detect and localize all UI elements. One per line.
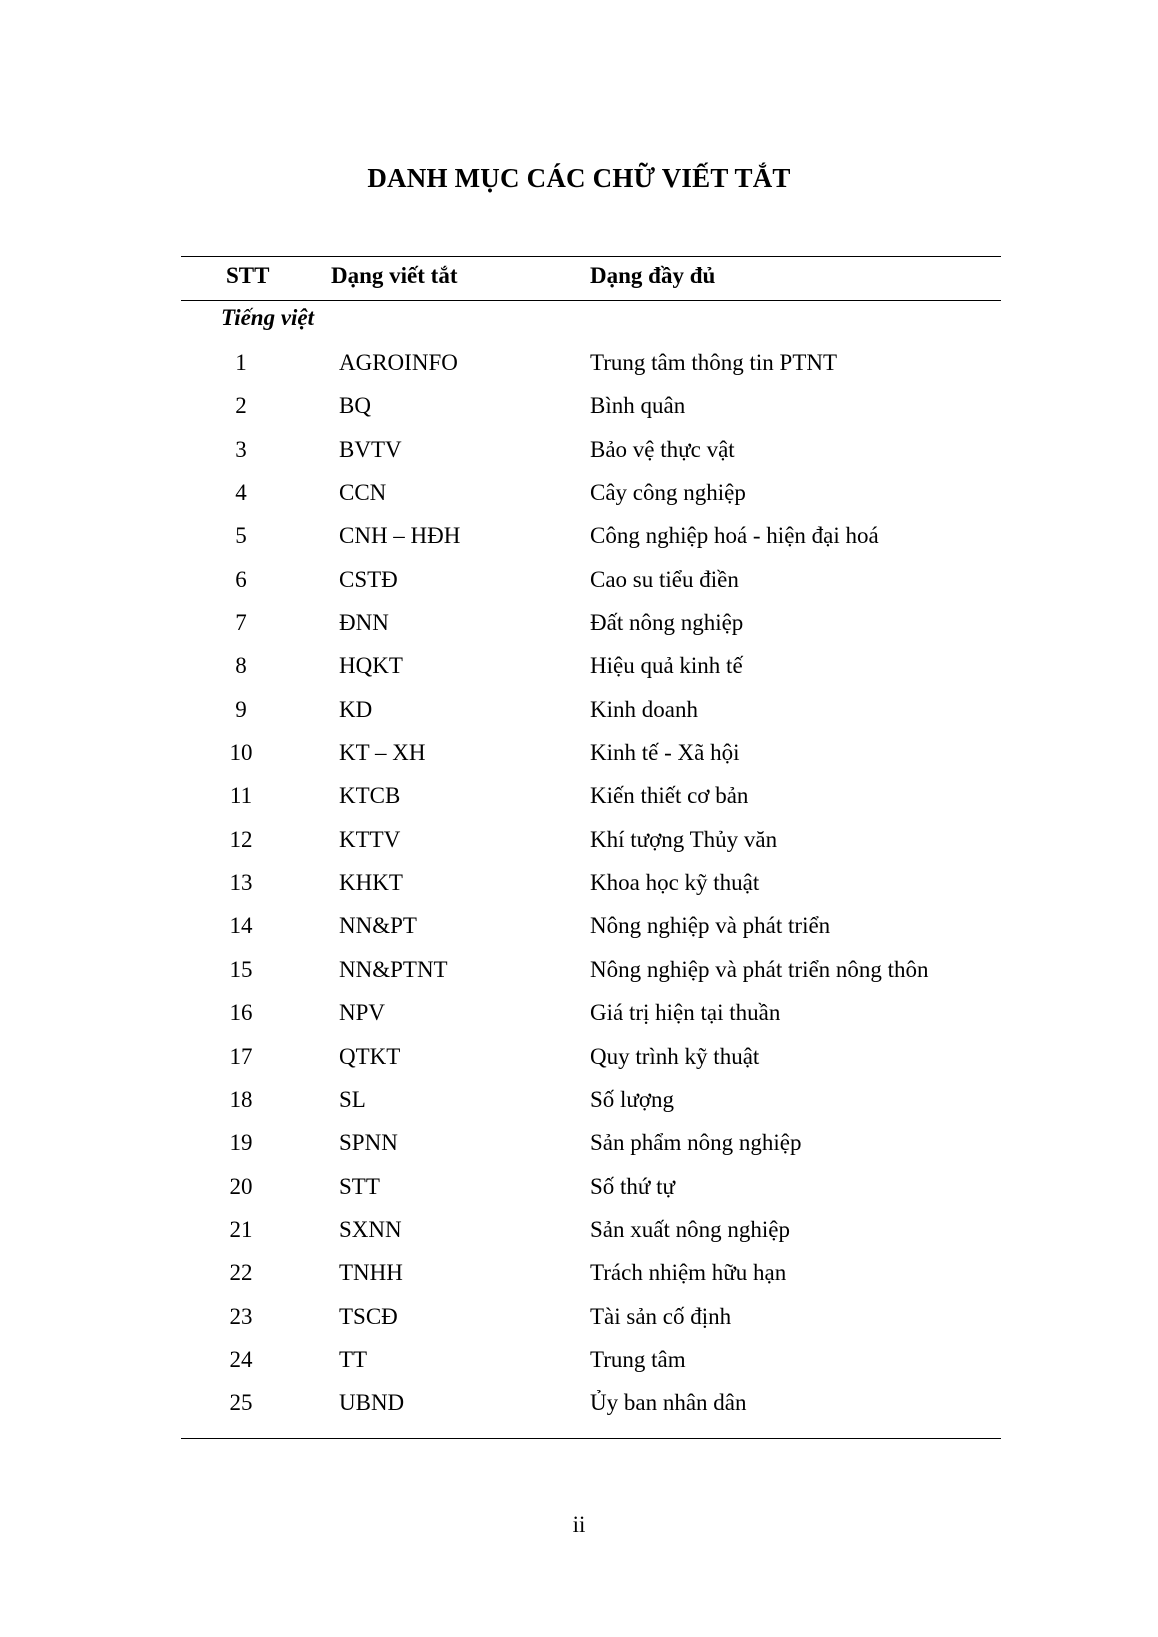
row-stt: 6: [235, 566, 247, 592]
table-row: [181, 1254, 1001, 1297]
row-abbreviation: CCN: [339, 480, 387, 506]
row-stt: 25: [229, 1390, 253, 1416]
row-stt: 5: [235, 523, 247, 549]
row-abbreviation: NPV: [339, 1000, 386, 1026]
row-stt: 24: [229, 1346, 253, 1372]
row-stt: 7: [235, 610, 247, 636]
row-stt: 1: [235, 350, 247, 375]
row-full-form: Nông nghiệp và phát triển nông thôn: [590, 956, 929, 982]
row-abbreviation: KTTV: [339, 826, 401, 852]
row-stt: 19: [229, 1130, 253, 1156]
row-abbreviation: TT: [339, 1346, 368, 1372]
row-stt: 16: [229, 1000, 253, 1026]
table-row: [181, 387, 1001, 430]
table-row: [181, 561, 1001, 604]
section-label: [181, 301, 1001, 344]
row-full-form: Công nghiệp hoá - hiện đại hoá: [590, 523, 879, 549]
row-full-form: Nông nghiệp và phát triển: [590, 913, 831, 939]
row-full-form: Khoa học kỹ thuật: [590, 870, 760, 896]
row-full-form: Bình quân: [590, 393, 686, 419]
row-full-form: Giá trị hiện tại thuần: [590, 1000, 781, 1026]
row-stt: 11: [229, 783, 253, 809]
table-row: [181, 1168, 1001, 1211]
row-abbreviation: CNH – HĐH: [339, 523, 461, 549]
row-full-form: Số lượng: [590, 1086, 675, 1112]
row-full-form: Quy trình kỹ thuật: [590, 1043, 760, 1069]
table-row: [181, 821, 1001, 864]
row-abbreviation: TSCĐ: [339, 1303, 398, 1329]
row-stt: 18: [229, 1086, 253, 1112]
table-row: [181, 691, 1001, 734]
row-abbreviation: SPNN: [339, 1130, 398, 1156]
row-stt: 8: [235, 653, 247, 679]
row-abbreviation: SXNN: [339, 1216, 402, 1242]
row-full-form: Khí tượng Thủy văn: [590, 826, 778, 852]
table-row: [181, 777, 1001, 820]
row-full-form: Cao su tiểu điền: [590, 566, 739, 592]
row-stt: 20: [229, 1173, 253, 1199]
row-abbreviation: STT: [339, 1173, 380, 1199]
table-row: [181, 1211, 1001, 1254]
row-abbreviation: KHKT: [339, 870, 403, 896]
row-abbreviation: KD: [339, 696, 373, 722]
row-abbreviation: KTCB: [339, 783, 401, 809]
row-full-form: Đất nông nghiệp: [590, 610, 744, 636]
row-stt: 17: [229, 1043, 253, 1069]
row-abbreviation: BVTV: [339, 436, 402, 462]
header-full-form: Dạng đầy đủ: [590, 263, 716, 288]
row-stt: 12: [229, 826, 253, 852]
row-stt: 3: [235, 436, 247, 462]
page-title: DANH MỤC CÁC CHỮ VIẾT TẮT: [367, 163, 791, 193]
row-stt: 23: [229, 1303, 253, 1329]
header-abbreviation: Dạng viết tắt: [331, 263, 458, 288]
row-stt: 10: [229, 740, 253, 766]
row-full-form: Trung tâm thông tin PTNT: [590, 350, 838, 375]
table-row: [181, 604, 1001, 647]
section-label-text: Tiếng việt: [221, 305, 315, 330]
row-full-form: Số thứ tự: [590, 1173, 676, 1199]
table-bottom-rule: [181, 1438, 1001, 1439]
row-stt: 13: [229, 870, 253, 896]
row-full-form: Kiến thiết cơ bản: [590, 783, 749, 809]
row-abbreviation: HQKT: [339, 653, 403, 679]
row-stt: 22: [229, 1260, 253, 1286]
table-row: [181, 1124, 1001, 1167]
row-abbreviation: KT – XH: [339, 740, 426, 766]
row-full-form: Kinh tế - Xã hội: [590, 740, 740, 766]
table-row: [181, 734, 1001, 777]
row-abbreviation: SL: [339, 1086, 366, 1112]
row-full-form: Bảo vệ thực vật: [590, 436, 735, 462]
row-abbreviation: ĐNN: [339, 610, 389, 636]
table-row: [181, 517, 1001, 560]
page-number: ii: [572, 1512, 586, 1537]
row-abbreviation: BQ: [339, 393, 371, 419]
row-full-form: Trung tâm: [590, 1346, 686, 1372]
abbreviation-table: [181, 256, 1001, 1439]
row-abbreviation: AGROINFO: [339, 350, 458, 375]
row-full-form: Tài sản cố định: [590, 1303, 732, 1329]
row-abbreviation: CSTĐ: [339, 566, 398, 592]
row-stt: 4: [235, 480, 247, 506]
row-full-form: Sản xuất nông nghiệp: [590, 1216, 790, 1242]
row-abbreviation: UBND: [339, 1390, 405, 1416]
table-header: [181, 257, 1001, 300]
row-abbreviation: NN&PT: [339, 913, 417, 939]
row-stt: 15: [229, 956, 253, 982]
header-stt: STT: [226, 263, 270, 288]
row-full-form: Sản phẩm nông nghiệp: [590, 1130, 802, 1156]
table-row: [181, 1081, 1001, 1124]
row-stt: 2: [235, 393, 247, 419]
table-row: [181, 344, 1001, 387]
table-row: [181, 431, 1001, 474]
row-full-form: Kinh doanh: [590, 696, 698, 722]
table-row: [181, 864, 1001, 907]
table-row: [181, 1341, 1001, 1384]
table-row: [181, 474, 1001, 517]
row-abbreviation: NN&PTNT: [339, 956, 448, 982]
table-row: [181, 1298, 1001, 1341]
row-abbreviation: TNHH: [339, 1260, 403, 1286]
row-stt: 14: [229, 913, 253, 939]
table-row: [181, 647, 1001, 690]
table-body: [181, 344, 1001, 1428]
row-full-form: Cây công nghiệp: [590, 480, 746, 506]
row-full-form: Ủy ban nhân dân: [590, 1390, 747, 1416]
table-row: [181, 994, 1001, 1037]
table-row: [181, 1384, 1001, 1427]
row-stt: 9: [235, 696, 247, 722]
table-row: [181, 951, 1001, 994]
row-abbreviation: QTKT: [339, 1043, 401, 1069]
row-full-form: Hiệu quả kinh tế: [590, 653, 743, 679]
row-stt: 21: [229, 1216, 253, 1242]
row-full-form: Trách nhiệm hữu hạn: [590, 1260, 787, 1286]
table-row: [181, 1038, 1001, 1081]
table-row: [181, 907, 1001, 950]
